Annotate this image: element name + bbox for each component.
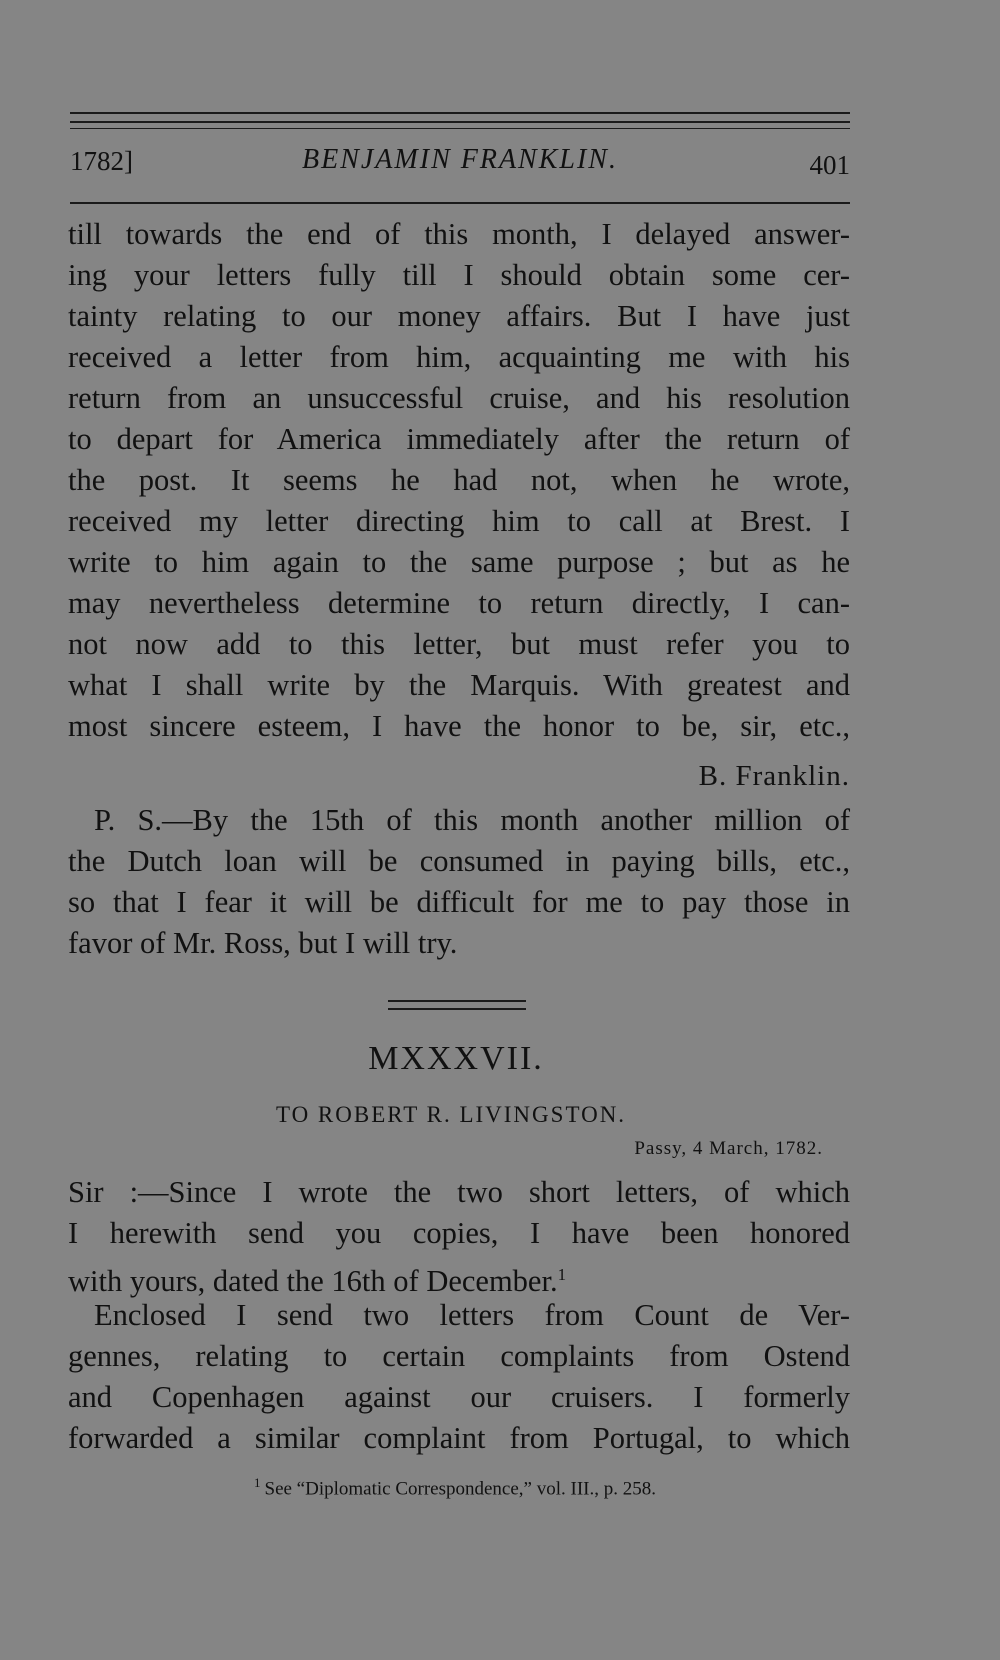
postscript-line: P. S.—By the 15th of this month another million of [94, 803, 850, 837]
postscript-line: favor of Mr. Ross, but I will try. [68, 926, 458, 960]
footnote-mark: 1 [254, 1475, 261, 1490]
text-line: to depart for America immediately after the return of [68, 422, 850, 456]
new-letter-paragraph-2 [68, 1295, 850, 1459]
text-line: may nevertheless determine to return directly, I can- [68, 586, 850, 620]
text-line [68, 1254, 850, 1299]
running-head [70, 140, 850, 184]
letter-addressee: TO ROBERT R. LIVINGSTON. [275, 1102, 627, 1127]
postscript [68, 800, 850, 964]
text-line: received a letter from him, acquainting me with his [68, 340, 850, 374]
text-line: gennes, relating to certain complaints from Ostend [68, 1339, 850, 1373]
footnote-reference: 1 [557, 1265, 567, 1284]
text-line: write to him again to the same purpose ; but as he [68, 545, 850, 579]
page-number: 401 [809, 150, 850, 180]
text-line-content: with yours, dated the 16th of December. [68, 1264, 558, 1299]
running-head-year: 1782] [70, 146, 133, 176]
letter-number: MXXXVII. [368, 1040, 544, 1077]
postscript-line: the Dutch loan will be consumed in paying bills, etc., [68, 844, 850, 878]
new-letter-paragraph-1 [68, 1172, 850, 1299]
text-line: I herewith send you copies, I have been honored [68, 1216, 850, 1250]
footnote-text: See “Diplomatic Correspondence,” vol. III., p. 258. [264, 1478, 656, 1500]
running-head-title: BENJAMIN FRANKLIN. [302, 144, 618, 175]
header-bottom-rule [70, 202, 850, 204]
text-line: ing your letters fully till I should obtain some cer- [68, 258, 850, 292]
header-double-rule-top [70, 112, 850, 114]
letter-dateline: Passy, 4 March, 1782. [634, 1138, 823, 1159]
text-line: Enclosed I send two letters from Count de Ver- [94, 1298, 850, 1332]
text-line: not now add to this letter, but must refer you to [68, 627, 850, 661]
text-line: Sir :—Since I wrote the two short letters, of which [68, 1175, 850, 1209]
continued-letter-text [68, 214, 850, 747]
footnote [0, 1475, 910, 1500]
section-divider-bottom [388, 1008, 526, 1010]
text-line: the post. It seems he had not, when he wrote, [68, 463, 850, 497]
text-line: return from an unsuccessful cruise, and his resolution [68, 381, 850, 415]
signature: B. Franklin. [698, 760, 850, 792]
text-line: and Copenhagen against our cruisers. I formerly [68, 1380, 850, 1414]
text-line: tainty relating to our money affairs. But I have just [68, 299, 850, 333]
section-divider-top [388, 1000, 526, 1002]
text-line: received my letter directing him to call at Brest. I [68, 504, 850, 538]
text-line: what I shall write by the Marquis. With greatest and [68, 668, 850, 702]
text-line: most sincere esteem, I have the honor to be, sir, etc., [68, 709, 850, 743]
header-thin-rule [70, 128, 850, 129]
header-double-rule-bottom [70, 121, 850, 123]
postscript-line: so that I fear it will be difficult for me to pay those in [68, 885, 850, 919]
text-line: forwarded a similar complaint from Portugal, to which [68, 1421, 850, 1455]
text-line: till towards the end of this month, I delayed answer- [68, 217, 850, 251]
